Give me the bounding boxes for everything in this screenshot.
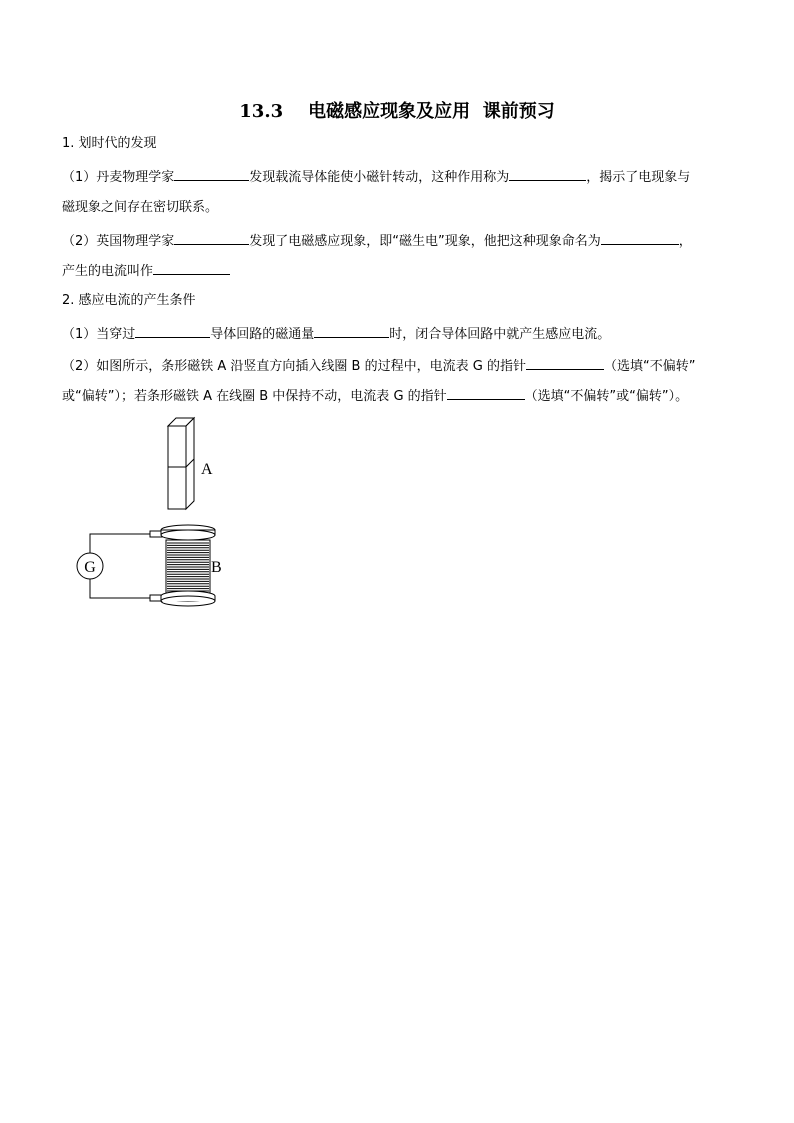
section-heading-2: 2. 感应电流的产生条件	[62, 293, 196, 308]
question-text: （2）英国物理学家	[62, 234, 175, 249]
coil-label: B	[211, 559, 222, 576]
answer-blank[interactable]	[174, 231, 249, 245]
answer-blank[interactable]	[153, 261, 230, 275]
question-text: 或“偏转”）；若条形磁铁 A 在线圈 B 中保持不动，电流表 G 的指针	[62, 389, 447, 404]
answer-blank[interactable]	[601, 231, 679, 245]
question-text: （1）丹麦物理学家	[62, 170, 175, 185]
answer-blank[interactable]	[314, 324, 389, 338]
question-text: 导体回路的磁通量	[210, 327, 315, 342]
question-text: 发现载流导体能使小磁针转动，这种作用称为	[249, 170, 510, 185]
question-2-2	[62, 356, 695, 376]
question-1-2-cont	[62, 261, 230, 281]
question-text: （2）如图所示，条形磁铁 A 沿竖直方向插入线圈 B 的过程中，电流表 G 的指针	[62, 359, 526, 374]
bar-magnet	[168, 418, 194, 509]
question-2-1	[62, 324, 610, 344]
page-title: 13.3 电磁感应现象及应用 课前预习	[239, 101, 555, 122]
question-text: （选填“不偏转”	[603, 359, 696, 374]
galvanometer-label: G	[84, 559, 96, 576]
question-1-1	[62, 167, 690, 187]
question-text: 发现了电磁感应现象，即“磁生电”现象，他把这种现象命名为	[249, 234, 601, 249]
section-heading-1: 1. 划时代的发现	[62, 136, 157, 151]
electromagnetic-induction-figure	[60, 410, 240, 610]
coil	[150, 525, 215, 606]
question-text: 产生的电流叫作	[62, 264, 154, 279]
question-text: （选填“不偏转”或“偏转”）。	[524, 389, 689, 404]
answer-blank[interactable]	[526, 356, 604, 370]
question-1-2	[62, 231, 692, 251]
question-text: 时，闭合导体回路中就产生感应电流。	[389, 327, 611, 342]
question-text: （1）当穿过	[62, 327, 136, 342]
magnet-label: A	[201, 461, 213, 478]
answer-blank[interactable]	[447, 386, 525, 400]
question-2-2-cont	[62, 386, 688, 406]
answer-blank[interactable]	[174, 167, 249, 181]
question-text: ，	[678, 234, 692, 249]
question-1-1-cont: 磁现象之间存在密切联系。	[62, 200, 219, 215]
answer-blank[interactable]	[135, 324, 210, 338]
answer-blank[interactable]	[509, 167, 586, 181]
question-text: ，揭示了电现象与	[586, 170, 691, 185]
